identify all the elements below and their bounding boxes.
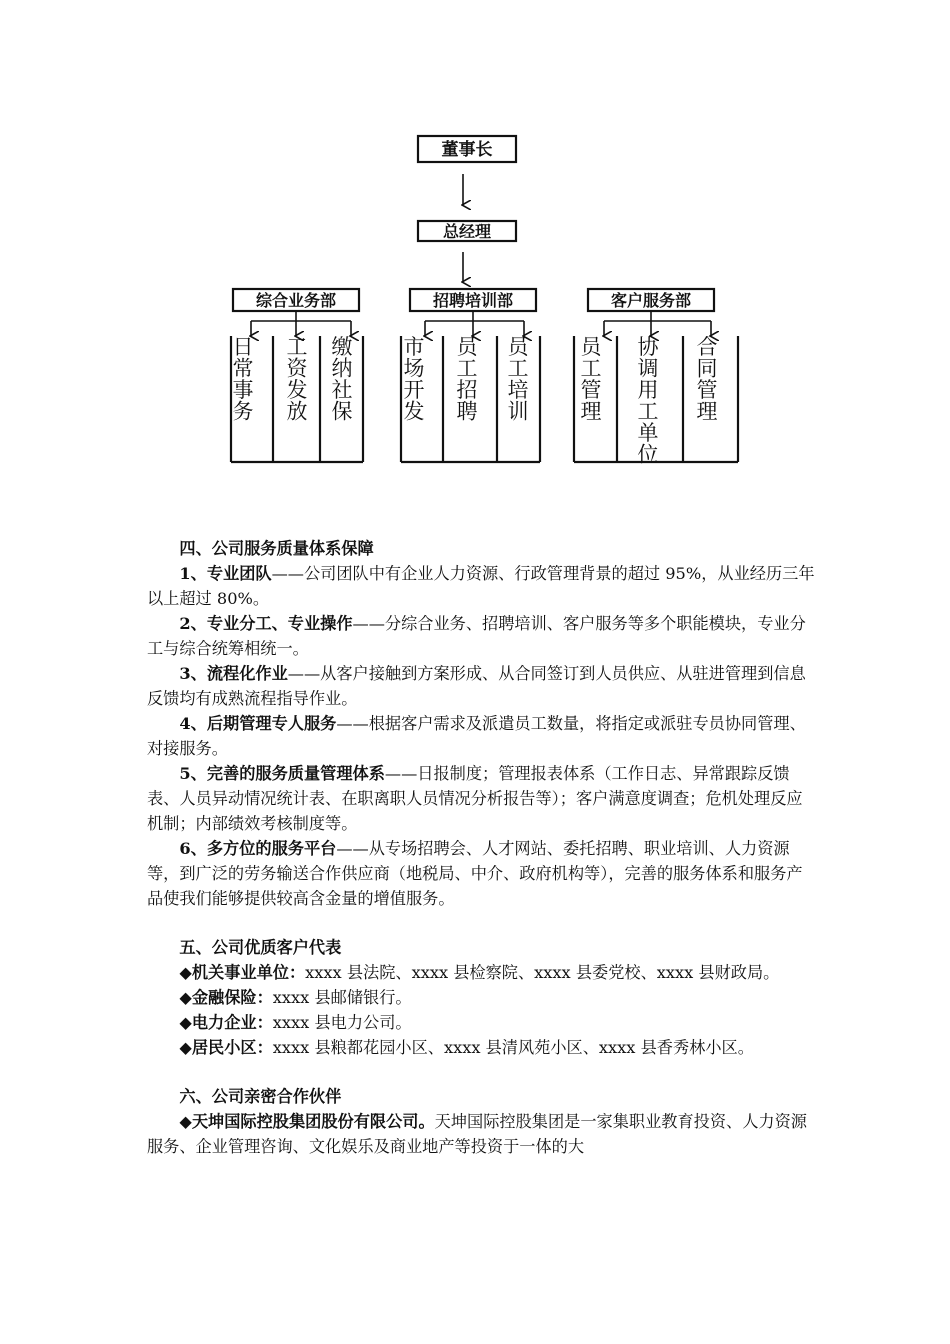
- department-label: 招聘培训部: [432, 291, 514, 310]
- list-item: [147, 661, 815, 711]
- item-text: ——日报制度；管理报表体系（工作日志、异常跟踪反馈表、人员异动情况统计表、在职离职人员情况分析报告等）；客户满意度调查；危机处理反应机制；内部绩效考核制度等。: [147, 764, 803, 833]
- function-label-market-development: 市场开发: [403, 335, 425, 424]
- department-label: 综合业务部: [255, 291, 337, 310]
- general-manager-label: 总经理: [442, 222, 492, 241]
- item-label: ◆天坤国际控股集团股份有限公司。: [179, 1112, 435, 1131]
- function-label-recruitment: 员工招聘: [456, 335, 478, 424]
- item-label: ◆居民小区：: [179, 1038, 273, 1057]
- item-text: ——根据客户需求及派遣员工数量，将指定或派驻专员协同管理、对接服务。: [147, 714, 806, 758]
- function-label-contract-management: 合同管理: [696, 335, 718, 424]
- section-heading: 四、公司服务质量体系保障: [179, 539, 374, 558]
- list-item: [147, 836, 815, 911]
- list-item: [147, 711, 815, 761]
- item-text: xxxx 县电力公司。: [272, 1013, 412, 1032]
- function-label-coordinate-employers: 协调用工单位: [637, 335, 659, 467]
- list-item: [147, 960, 815, 985]
- list-item: [147, 561, 815, 611]
- function-label-training: 员工培训: [507, 335, 529, 424]
- list-item: [147, 985, 815, 1010]
- function-label-payroll: 工资发放: [286, 335, 308, 424]
- connectors: [251, 311, 711, 336]
- function-label-staff-management: 员工管理: [580, 335, 602, 424]
- list-item: [147, 611, 815, 661]
- department-box-comprehensive: [233, 289, 359, 311]
- item-label: 4、后期管理专人服务: [179, 714, 337, 733]
- item-label: 6、多方位的服务平台: [179, 839, 337, 858]
- list-item: [147, 761, 815, 836]
- item-text: xxxx 县邮储银行。: [272, 988, 412, 1007]
- body-text: [147, 536, 815, 1159]
- item-text: 天坤国际控股集团是一家集职业教育投资、人力资源服务、企业管理咨询、文化娱乐及商业地产等投资于一体的大: [147, 1112, 807, 1156]
- item-text: ——从专场招聘会、人才网站、委托招聘、职业培训、人力资源等，到广泛的劳务输送合作供应商（地税局、中介、政府机构等），完善的服务体系和服务产品使我们能够提供较高含金量的增值服务。: [147, 839, 803, 908]
- item-text: ——公司团队中有企业人力资源、行政管理背景的超过 95%，从业经历三年以上超过 80%。: [147, 564, 815, 608]
- section-spacer: [147, 1060, 815, 1084]
- item-text: xxxx 县粮都花园小区、xxxx 县清风苑小区、xxxx 县香秀林小区。: [272, 1038, 754, 1057]
- general-manager-box: [418, 221, 516, 241]
- item-label: ◆机关事业单位：: [179, 963, 306, 982]
- item-label: ◆金融保险：: [179, 988, 273, 1007]
- function-label-daily-affairs: 日常事务: [232, 335, 254, 424]
- item-label: ◆电力企业：: [179, 1013, 273, 1032]
- item-text: ——分综合业务、招聘培训、客户服务等多个职能模块，专业分工与综合统筹相统一。: [147, 614, 806, 658]
- item-label: 2、专业分工、专业操作: [179, 614, 353, 633]
- function-label-social-insurance: 缴纳社保: [331, 335, 353, 424]
- item-text: xxxx 县法院、xxxx 县检察院、xxxx 县委党校、xxxx 县财政局。: [305, 963, 780, 982]
- chairman-label: 董事长: [441, 140, 493, 160]
- list-item: [147, 1010, 815, 1035]
- item-text: ——从客户接触到方案形成、从合同签订到人员供应、从驻进管理到信息反馈均有成熟流程指导作业。: [147, 664, 806, 708]
- department-label: 客户服务部: [610, 291, 692, 310]
- item-label: 5、完善的服务质量管理体系: [179, 764, 385, 783]
- department-box-recruitment: [410, 289, 536, 311]
- list-item: [147, 1035, 815, 1060]
- section-heading: 五、公司优质客户代表: [179, 938, 342, 957]
- department-box-customer-service: [588, 289, 714, 311]
- section-heading: 六、公司亲密合作伙伴: [179, 1087, 342, 1106]
- list-item: [147, 1109, 815, 1159]
- chairman-box: [418, 136, 516, 162]
- item-label: 3、流程化作业: [179, 664, 288, 683]
- org-chart: [0, 0, 950, 520]
- section-spacer: [147, 911, 815, 935]
- item-label: 1、专业团队: [179, 564, 272, 583]
